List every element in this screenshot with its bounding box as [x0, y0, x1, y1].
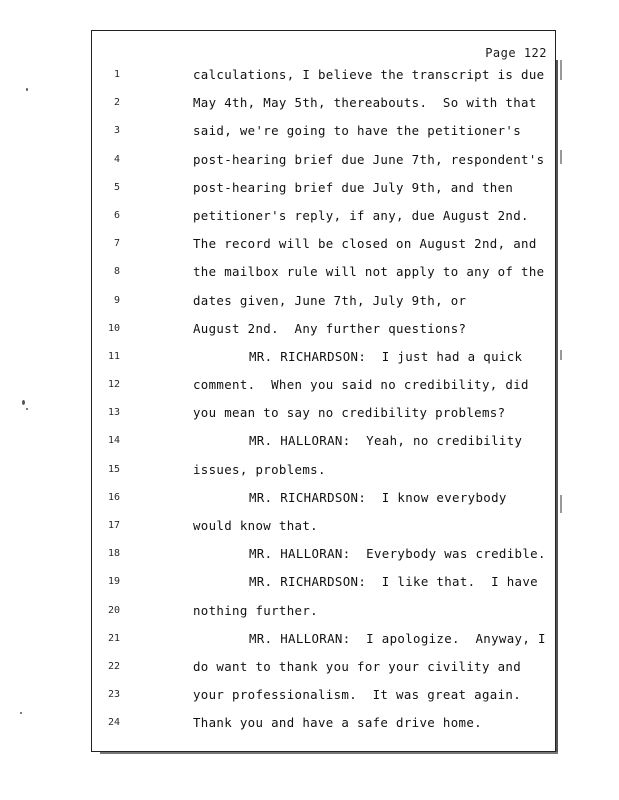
transcript-line	[92, 346, 555, 374]
page-number: Page 122	[485, 46, 547, 60]
line-text: MR. HALLORAN: Yeah, no credibility	[249, 433, 523, 449]
transcript-line	[92, 261, 555, 289]
transcript-page	[91, 30, 556, 752]
line-number: 18	[107, 548, 120, 560]
line-text: May 4th, May 5th, thereabouts. So with that	[193, 95, 537, 111]
scan-mark	[560, 60, 562, 80]
line-text: MR. HALLORAN: Everybody was credible.	[249, 546, 546, 562]
line-number: 6	[113, 209, 120, 221]
line-text: your professionalism. It was great again.	[193, 687, 522, 703]
line-number: 21	[107, 632, 120, 644]
line-text: nothing further.	[193, 602, 318, 618]
line-number: 4	[113, 153, 120, 165]
scan-speck	[26, 88, 28, 91]
line-number: 12	[107, 379, 120, 391]
transcript-line	[92, 459, 555, 487]
line-text: dates given, June 7th, July 9th, or	[193, 292, 467, 308]
line-number: 7	[113, 238, 120, 250]
transcript-line	[92, 318, 555, 346]
line-text: you mean to say no credibility problems?	[193, 405, 506, 421]
transcript-line	[92, 571, 555, 599]
scan-speck	[26, 408, 28, 410]
scan-speck	[22, 400, 25, 405]
transcript-line	[92, 712, 555, 740]
transcript-line	[92, 684, 555, 712]
transcript-line	[92, 628, 555, 656]
line-text: the mailbox rule will not apply to any of the	[193, 264, 545, 280]
transcript-line	[92, 487, 555, 515]
scan-mark	[560, 350, 562, 360]
line-number: 2	[113, 97, 120, 109]
line-number: 19	[107, 576, 120, 588]
line-number: 3	[113, 125, 120, 137]
page-edge-shadow	[556, 60, 558, 754]
transcript-line	[92, 233, 555, 261]
line-number: 11	[107, 350, 120, 362]
scan-speck	[20, 712, 22, 714]
transcript-line	[92, 515, 555, 543]
page-bottom-edge	[100, 752, 558, 754]
line-text: MR. RICHARDSON: I just had a quick	[249, 348, 523, 364]
line-text: do want to thank you for your civility and	[193, 658, 522, 674]
transcript-line	[92, 205, 555, 233]
transcript-line	[92, 290, 555, 318]
transcript-line	[92, 149, 555, 177]
line-text: MR. RICHARDSON: I like that. I have	[249, 574, 538, 590]
transcript-line	[92, 600, 555, 628]
transcript-lines	[92, 64, 555, 741]
line-text: said, we're going to have the petitioner's	[193, 123, 522, 139]
line-text: calculations, I believe the transcript is due	[193, 67, 545, 82]
transcript-line	[92, 402, 555, 430]
line-text: would know that.	[193, 518, 318, 533]
line-text: petitioner's reply, if any, due August 2nd.	[193, 207, 529, 223]
line-number: 9	[113, 294, 120, 306]
line-number: 24	[107, 717, 120, 729]
line-number: 5	[113, 181, 120, 193]
transcript-line	[92, 543, 555, 571]
line-text: MR. HALLORAN: I apologize. Anyway, I	[249, 630, 546, 646]
line-text: August 2nd. Any further questions?	[193, 320, 467, 336]
line-number: 16	[107, 491, 120, 503]
transcript-line	[92, 120, 555, 148]
line-number: 13	[107, 407, 120, 419]
line-number: 14	[107, 435, 120, 447]
transcript-line	[92, 177, 555, 205]
line-number: 10	[107, 322, 120, 334]
transcript-line	[92, 92, 555, 120]
line-number: 1	[113, 69, 120, 80]
line-text: The record will be closed on August 2nd, and	[193, 236, 537, 252]
scan-mark	[560, 150, 562, 164]
transcript-line	[92, 64, 555, 92]
line-text: Thank you and have a safe drive home.	[193, 715, 482, 731]
line-text: MR. RICHARDSON: I know everybody	[249, 489, 507, 505]
line-number: 23	[107, 689, 120, 701]
line-text: post-hearing brief due July 9th, and then	[193, 179, 514, 195]
line-number: 8	[113, 266, 120, 278]
line-text: comment. When you said no credibility, did	[193, 377, 529, 393]
line-number: 22	[107, 660, 120, 672]
line-text: issues, problems.	[193, 461, 326, 477]
transcript-line	[92, 430, 555, 458]
transcript-line	[92, 656, 555, 684]
line-number: 15	[107, 463, 120, 475]
line-text: post-hearing brief due June 7th, respondent's	[193, 151, 545, 167]
line-number: 17	[107, 520, 120, 531]
line-number: 20	[107, 604, 120, 616]
scan-mark	[560, 495, 562, 513]
transcript-line	[92, 374, 555, 402]
